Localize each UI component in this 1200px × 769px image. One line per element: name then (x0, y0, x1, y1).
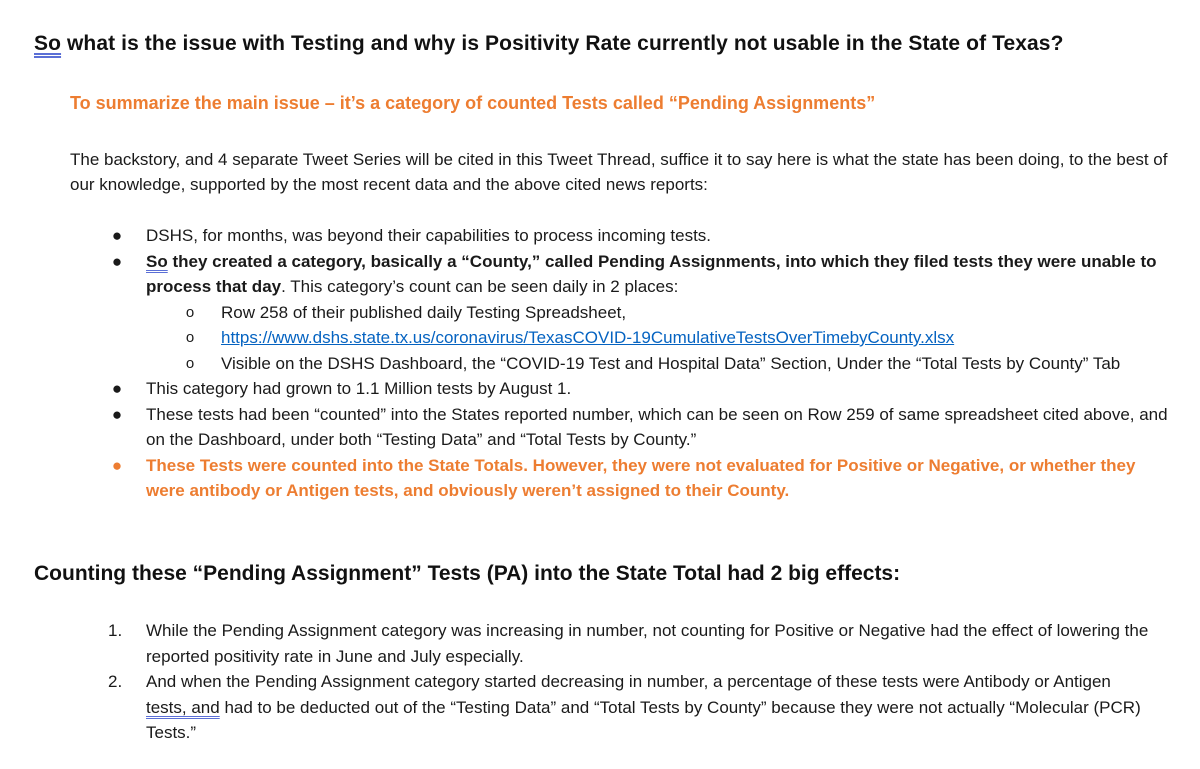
circle-bullet-icon: o (185, 329, 195, 346)
item-number: 2. (108, 672, 123, 691)
sub-list-item (0, 300, 1176, 326)
list-item (0, 223, 1176, 249)
numbered-text: And when the Pending Assignment category started decreasing in number, a percentage of these tests were Antibody or Antigen (146, 672, 1111, 691)
spreadsheet-link[interactable]: https://www.dshs.state.tx.us/coronavirus/TexasCOVID-19CumulativeTestsOverTimebyCounty.xlsx (221, 328, 955, 347)
bullet-bold-text: they created a category, basically a “County,” called Pending Assignments, into which they filed tests they were unable to process that day (146, 251, 1157, 296)
list-item-highlight (0, 453, 1176, 504)
circle-bullet-icon: o (185, 303, 195, 321)
item-number: 1. (108, 621, 123, 640)
bullet-text: DSHS, for months, was beyond their capabilities to process incoming tests. (146, 226, 712, 245)
bullet-icon: ● (111, 251, 123, 271)
numbered-text-end: had to be deducted out of the “Testing Data” and “Total Tests by County” because they were not actually “Molecular (PCR) Tests.” (146, 697, 1141, 742)
heading-text: what is the issue with Testing and why is Positivity Rate currently not usable in the State of Texas? (61, 32, 1064, 55)
bullet-text: These tests had been “counted” into the States reported number, which can be seen on Row 259 of same spreadsheet cited above, and on the Dashboard, under both “Testing Data” and “Total Tests by County.” (146, 404, 1168, 449)
grammar-marked-text: tests, and (146, 697, 220, 717)
numbered-item (0, 669, 1156, 746)
sub-item-text: Row 258 of their published daily Testing Spreadsheet, (221, 302, 627, 322)
list-item (0, 376, 1176, 402)
list-item (0, 402, 1176, 453)
summary-subheading: To summarize the main issue – it’s a category of counted Tests called “Pending Assignments” (70, 93, 876, 113)
bullet-text: . This category’s count can be seen daily in 2 places: (281, 277, 679, 296)
heading-so: So (34, 32, 62, 55)
bullet-text: These Tests were counted into the State Totals. However, they were not evaluated for Positive or Negative, or whether they were antibody or Antigen tests, and obviously weren’t assigned to their County. (146, 455, 1136, 500)
bullet-icon: ● (111, 226, 123, 245)
bullet-text: This category had grown to 1.1 Million tests by August 1. (146, 379, 572, 398)
sub-list-item (0, 325, 1176, 351)
sub-list-item (0, 351, 1176, 377)
intro-paragraph: The backstory, and 4 separate Tweet Series will be cited in this Tweet Thread, suffice it to say here is what the state has been doing, to the best of our knowledge, supported by the most recent data and the above cited news reports: (70, 150, 1168, 194)
sub-item-text: Visible on the DSHS Dashboard, the “COVID-19 Test and Hospital Data” Section, Under the “Total Tests by County” Tab (221, 353, 1121, 373)
bullet-list (0, 223, 1200, 504)
numbered-item (0, 618, 1156, 669)
bullet-so: So (146, 251, 168, 271)
secondary-heading: Counting these “Pending Assignment” Tests (PA) into the State Total had 2 big effects: (34, 562, 901, 585)
bullet-icon: ● (111, 379, 123, 398)
numbered-list (0, 618, 1200, 746)
main-heading (34, 32, 1064, 56)
list-item (0, 249, 1176, 300)
bullet-icon: ● (111, 404, 123, 424)
bullet-icon: ● (111, 455, 123, 475)
numbered-text: While the Pending Assignment category was increasing in number, not counting for Positive or Negative had the effect of lowering the reported positivity rate in June and July especially. (146, 621, 1149, 666)
circle-bullet-icon: o (185, 354, 195, 372)
